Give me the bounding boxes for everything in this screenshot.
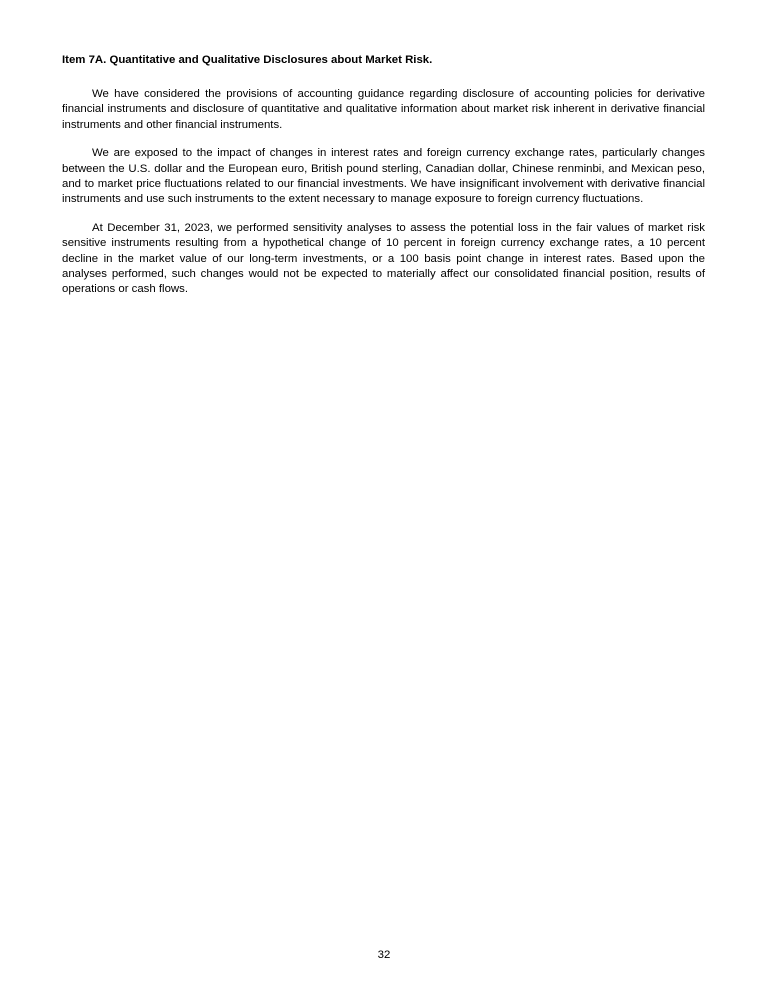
paragraph-exposure-currencies: We are exposed to the impact of changes in interest rates and foreign currency exchange rates, particularly changes between the U.S. dollar and the European euro, British pound sterling, Canadian dollar, Chinese renminbi, and Mexican peso, and to market price fluctuations related to our financial investments. We have insignificant involvement with derivative financial instruments and use such instruments to the extent necessary to manage exposure to foreign currency fluctuations.: [62, 147, 705, 206]
paragraph-accounting-guidance: We have considered the provisions of accounting guidance regarding disclosure of accounting policies for derivative financial instruments and disclosure of quantitative and qualitative information about market risk inherent in derivative financial instruments and other financial instruments.: [62, 88, 705, 131]
page-number: 32: [377, 949, 391, 961]
document-content: [62, 53, 705, 311]
item-7a-heading: Item 7A. Quantitative and Qualitative Disclosures about Market Risk.: [62, 54, 433, 66]
paragraph-sensitivity-analyses: At December 31, 2023, we performed sensitivity analyses to assess the potential loss in the fair values of market risk sensitive instruments resulting from a hypothetical change of 10 percent in foreign currency exchange rates, a 10 percent decline in the market value of our long-term investments, or a 100 basis point change in interest rates. Based upon the analyses performed, such changes would not be expected to materially affect our consolidated financial position, results of operations or cash flows.: [62, 221, 705, 296]
